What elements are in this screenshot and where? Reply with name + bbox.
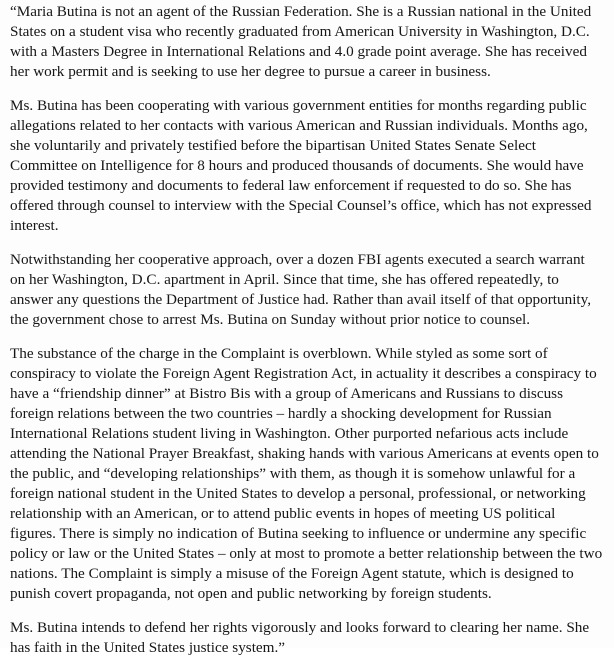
- text-line: “Maria Butina is not an agent of the Russian Federation. She is a Russian national in the United: [10, 3, 592, 20]
- text-line: punish covert propaganda, not open and public networking by foreign students.: [10, 585, 492, 602]
- text-line: States on a student visa who recently graduated from American University in Washington, D.C.: [10, 23, 590, 40]
- text-line: Notwithstanding her cooperative approach, over a dozen FBI agents executed a search warrant: [10, 251, 585, 268]
- paragraph-3: [10, 250, 608, 330]
- paragraph-5: [10, 618, 608, 658]
- paragraph-2: [10, 96, 608, 236]
- text-line: answer any questions the Department of Justice had. Rather than avail itself of that opportunity,: [10, 291, 592, 308]
- text-line: Ms. Butina has been cooperating with various government entities for months regarding public: [10, 97, 587, 114]
- text-line: have a “friendship dinner” at Bistro Bis with a group of Americans and Russians to discuss: [10, 385, 563, 402]
- text-line: nations. The Complaint is simply a misuse of the Foreign Agent statute, which is designed to: [10, 565, 574, 582]
- text-line: on her Washington, D.C. apartment in April. Since that time, she has offered repeatedly, to: [10, 271, 559, 288]
- text-line: conspiracy to violate the Foreign Agent Registration Act, in actuality it describes a conspiracy to: [10, 365, 597, 382]
- text-line: with a Masters Degree in International Relations and 4.0 grade point average. She has received: [10, 43, 587, 60]
- text-line: figures. There is simply no indication of Butina seeking to influence or undermine any specific: [10, 525, 587, 542]
- text-line: attending the National Prayer Breakfast, shaking hands with various Americans at events open to: [10, 445, 599, 462]
- text-line: provided testimony and documents to federal law enforcement if requested to do so. She has: [10, 177, 572, 194]
- text-line: interest.: [10, 217, 59, 234]
- paragraph-4: [10, 344, 608, 604]
- text-line: foreign national student in the United States to develop a personal, professional, or networking: [10, 485, 586, 502]
- text-line: The substance of the charge in the Complaint is overblown. While styled as some sort of: [10, 345, 548, 362]
- text-line: International Relations student living in Washington. Other purported nefarious acts include: [10, 425, 569, 442]
- text-line: offered through counsel to interview with the Special Counsel’s office, which has not expressed: [10, 197, 592, 214]
- text-line: the public, and “developing relationships” with them, as though it is somehow unlawful for a: [10, 465, 576, 482]
- text-line: Committee on Intelligence for 8 hours and produced thousands of documents. She would have: [10, 157, 584, 174]
- text-line: has faith in the United States justice system.”: [10, 639, 286, 656]
- text-line: Ms. Butina intends to defend her rights vigorously and looks forward to clearing her name. She: [10, 619, 590, 636]
- text-line: the government chose to arrest Ms. Butina on Sunday without prior notice to counsel.: [10, 311, 531, 328]
- text-line: allegations related to her contacts with various American and Russian individuals. Months ago,: [10, 117, 588, 134]
- paragraph-1: [10, 2, 608, 82]
- text-line: her work permit and is seeking to use her degree to pursue a career in business.: [10, 63, 491, 80]
- text-line: foreign relations between the two countries – hardly a shocking development for Russian: [10, 405, 552, 422]
- text-line: she voluntarily and privately testified before the bipartisan United States Senate Select: [10, 137, 536, 154]
- text-line: policy or law or the United States – only at most to promote a better relationship between the two: [10, 545, 603, 562]
- text-line: relationship with an American, or to attend public events in hopes of meeting US political: [10, 505, 556, 522]
